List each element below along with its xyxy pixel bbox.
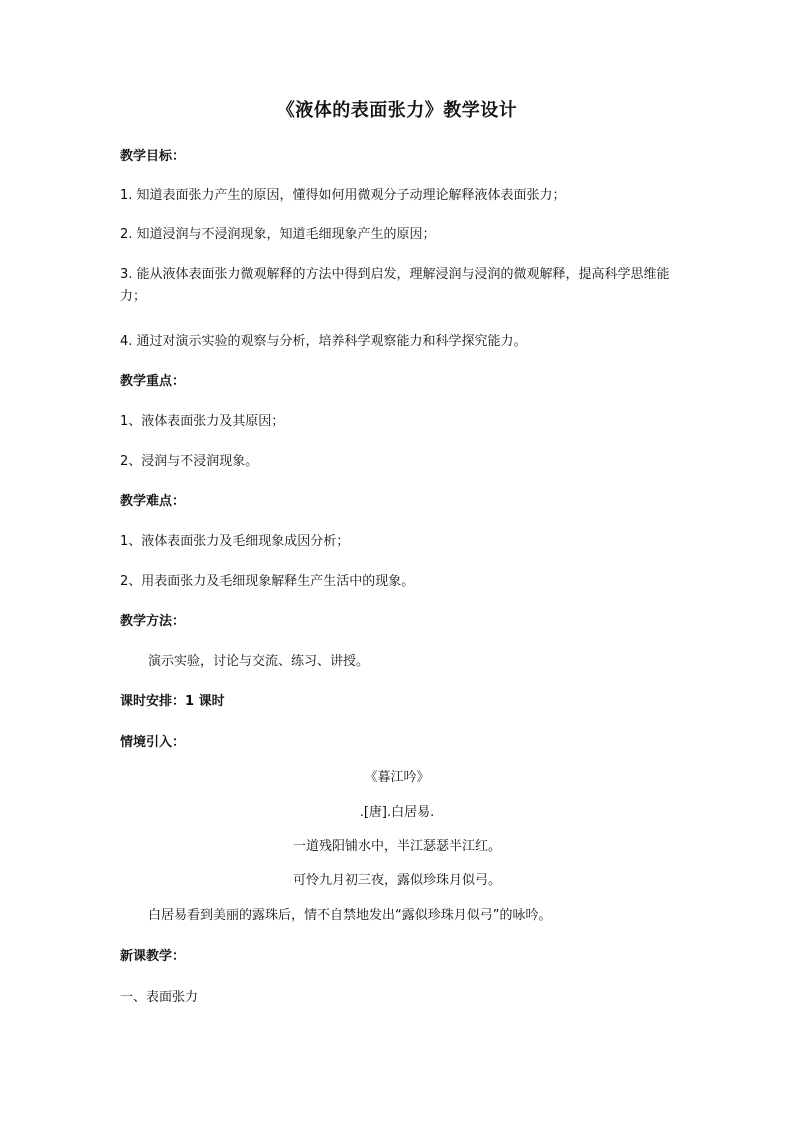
methods-heading: 教学方法： xyxy=(120,614,186,629)
poem-author: .[唐].白居易. xyxy=(359,805,435,820)
difficulty-item-2: 2、用表面张力及毛细现象解释生产生活中的现象。 xyxy=(120,574,415,589)
objectives-heading: 教学目标： xyxy=(120,149,186,164)
new-lesson-heading: 新课教学： xyxy=(120,949,186,964)
schedule-line xyxy=(120,691,680,713)
key-points-heading: 教学重点： xyxy=(120,374,186,389)
objective-item-2: 2. 知道浸润与不浸润现象，知道毛细现象产生的原因； xyxy=(120,227,436,242)
poem-line-1: 一道残阳铺水中，半江瑟瑟半江红。 xyxy=(292,839,501,854)
poem-title: 《暮江吟》 xyxy=(364,770,430,785)
document-title: 《液体的表面张力》教学设计 xyxy=(276,100,518,121)
intro-comment: 白居易看到美丽的露珠后，情不自禁地发出“露似珍珠月似弓”的咏吟。 xyxy=(148,908,552,923)
schedule-value: 1 课时 xyxy=(185,694,225,709)
methods-text: 演示实验，讨论与交流、练习、讲授。 xyxy=(148,654,370,669)
objective-item-1: 1. 知道表面张力产生的原因，懂得如何用微观分子动理论解释液体表面张力； xyxy=(120,188,566,203)
key-point-item-2: 2、浸润与不浸润现象。 xyxy=(120,454,259,469)
key-point-item-1: 1、液体表面张力及其原因； xyxy=(120,414,285,429)
difficulty-item-1: 1、液体表面张力及毛细现象成因分析； xyxy=(120,534,350,549)
objective-item-4: 4. 通过对演示实验的观察与分析，培养科学观察能力和科学探究能力。 xyxy=(120,334,527,349)
poem-line-2: 可怜九月初三夜，露似珍珠月似弓。 xyxy=(292,873,501,888)
difficulties-heading: 教学难点： xyxy=(120,494,186,509)
section-surface-tension: 一、表面张力 xyxy=(120,990,199,1005)
schedule-label: 课时安排： xyxy=(120,694,186,709)
intro-heading: 情境引入： xyxy=(120,735,186,750)
objective-item-3: 3. 能从液体表面张力微观解释的方法中得到启发，理解浸润与浸润的微观解释，提高科学思维能力； xyxy=(120,267,670,304)
